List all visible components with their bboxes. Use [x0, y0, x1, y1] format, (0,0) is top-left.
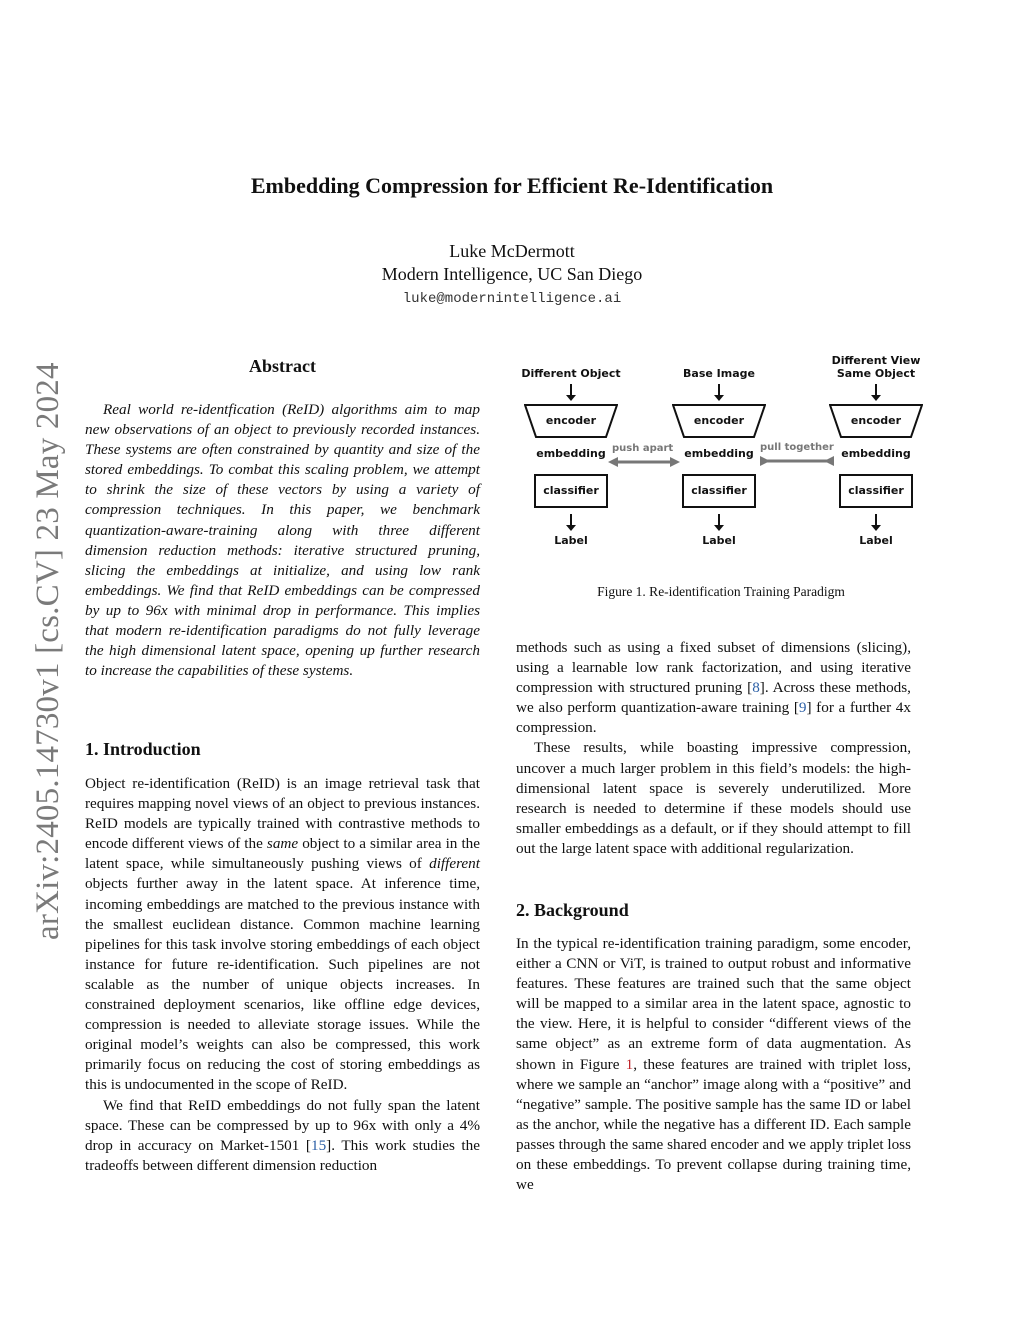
encoder-block: [672, 404, 766, 438]
text-run: ]. Across these methods, we also perform quantization-aware training [: [516, 679, 911, 717]
background-body: [516, 934, 911, 1195]
encoder-label: encoder: [850, 414, 902, 427]
abstract-heading: Abstract: [249, 356, 316, 376]
encoder-label: encoder: [693, 414, 745, 427]
output-label: Label: [554, 534, 588, 547]
introduction-paragraph-1: [85, 774, 480, 1096]
figure-reference-link[interactable]: 1: [625, 1055, 634, 1073]
figure-column-positive: [821, 352, 931, 547]
classifier-block: classifier: [839, 474, 913, 508]
down-arrow-icon: [875, 384, 877, 396]
output-label: Label: [702, 534, 736, 547]
push-apart-label: push apart: [612, 443, 674, 454]
down-arrow-icon: [718, 384, 720, 396]
text-run: In the typical re-identification training paradigm, some encoder, either a CNN or ViT, is trained to output robust and informative features. These features are trained such that the same object will be mapped to a similar area in the latent space, agnostic to the view. Here, it is helpful to consider “different views of the same object” as an extreme form of data augmentation. As shown in Figure: [516, 935, 911, 1073]
double-arrow-icon: [608, 456, 680, 468]
citation-link-8[interactable]: 8: [752, 679, 760, 697]
text-run: object to a similar area in the latent space, while simultaneously pushing views of: [85, 835, 480, 873]
classifier-block: classifier: [682, 474, 756, 508]
text-run: ] for a further 4x compression.: [516, 699, 911, 737]
encoder-block: [829, 404, 923, 438]
encoder-block: [524, 404, 618, 438]
emphasis-different: different: [429, 855, 480, 873]
citation-link-9[interactable]: 9: [798, 699, 807, 717]
author-affiliation: Modern Intelligence, UC San Diego: [381, 264, 643, 284]
figure-input-label: Different Object: [521, 367, 621, 380]
classifier-block: classifier: [534, 474, 608, 508]
text-run: Object re-identification (ReID) is an image retrieval task that requires mapping novel views of an object to previous instances. ReID models are typically trained with contrastive methods to encode different views of the: [85, 775, 480, 853]
figure-column-anchor: [664, 352, 774, 547]
arxiv-identifier-stamp: [30, 340, 66, 940]
text-run: methods such as using a fixed subset of dimensions (slicing), using a learnable low rank factorization, and using iterative compression with structured pruning [: [516, 639, 911, 697]
author-name: Luke McDermott: [449, 241, 575, 261]
author-email: luke@modernintelligence.ai: [402, 291, 622, 307]
embedding-label: embedding: [684, 447, 754, 460]
output-label: Label: [859, 534, 893, 547]
down-arrow-icon: [570, 514, 572, 526]
background-paragraph-1: [516, 934, 911, 1195]
background-heading: 2. Background: [516, 900, 629, 920]
text-run: objects further away in the latent space. At inference time, incoming embeddings are matched to the previous instance with the smallest euclidean distance. Common machine learning pipelines for this task involve storing embeddings of each object instance for future re-identification. Such pipelines are not scalable as the number of unique objects increases. In constrained deployment scenarios, like offline edge devices, compression is needed to alleviate storage issues. While the original model’s weights can also be compressed, this work primarily focus on reducing the cost of storing embeddings as this is undocumented in the scope of ReID.: [85, 875, 480, 1094]
figure-1-diagram: [516, 352, 926, 572]
encoder-label: encoder: [545, 414, 597, 427]
down-arrow-icon: [875, 514, 877, 526]
introduction-heading: 1. Introduction: [85, 739, 201, 759]
figure-column-negative: [516, 352, 626, 547]
abstract-body: [85, 400, 480, 681]
text-run: ]. This work studies the tradeoffs between different dimension reduction: [85, 1136, 480, 1174]
emphasis-same: same: [266, 835, 299, 853]
introduction-paragraph-4: These results, while boasting impressive compression, uncover a much larger problem in this field’s models: the high-dimensional latent space is severely underutilized. More research is needed to determine if these models should use smaller embeddings as a default, or if they should attempt to fill out the large latent space with additional regularization.: [516, 739, 911, 857]
citation-link-15[interactable]: 15: [310, 1136, 327, 1154]
text-run: , these features are trained with triplet loss, where we sample an “anchor” image along with a “positive” and “negative” sample. The positive sample has the same ID or label as the anchor, while the negative has a different ID. Each sample passes through the same shared encoder and we apply triplet loss on these embeddings. To prevent collapse during training time, we: [516, 1055, 911, 1194]
introduction-paragraph-3: [516, 638, 911, 738]
text-run: We find that ReID embeddings do not fully span the latent space. These can be compressed by up to 96x with only a 4% drop in accuracy on Market-1501 [: [85, 1096, 480, 1154]
converging-arrow-icon: [760, 455, 834, 467]
paper-title: Embedding Compression for Efficient Re-Identification: [250, 173, 774, 198]
introduction-continued: [516, 638, 911, 859]
down-arrow-icon: [570, 384, 572, 396]
pull-together-label: pull together: [760, 442, 834, 453]
figure-caption: Figure 1. Re-identification Training Paradigm: [597, 584, 845, 599]
introduction-body: [85, 774, 480, 1176]
figure-input-label: Different View Same Object: [831, 354, 921, 380]
down-arrow-icon: [718, 514, 720, 526]
embedding-label: embedding: [536, 447, 606, 460]
abstract-text: Real world re-identfication (ReID) algorithms aim to map new observations of an object to previously recorded instances. These systems are often constrained by quantity and size of the stored embeddings. To combat this scaling problem, we attempt to shrink the size of these vectors by using a variety of compression techniques. In this paper, we benchmark quantization-aware-training along with three different dimension reduction methods: iterative structured pruning, slicing the embeddings at initialize, and using low rank embeddings. We find that ReID embeddings can be compressed by up to 96x with minimal drop in performance. This implies that modern re-identification paradigms do not fully leverage the high dimensional latent space, opening up further research to increase the capabilities of these systems.: [85, 401, 480, 680]
introduction-paragraph-2: [85, 1096, 480, 1176]
arxiv-identifier-text: arXiv:2405.14730v1 [cs.CV] 23 May 2024: [30, 362, 66, 940]
embedding-label: embedding: [841, 447, 911, 460]
figure-input-label: Base Image: [683, 367, 755, 380]
